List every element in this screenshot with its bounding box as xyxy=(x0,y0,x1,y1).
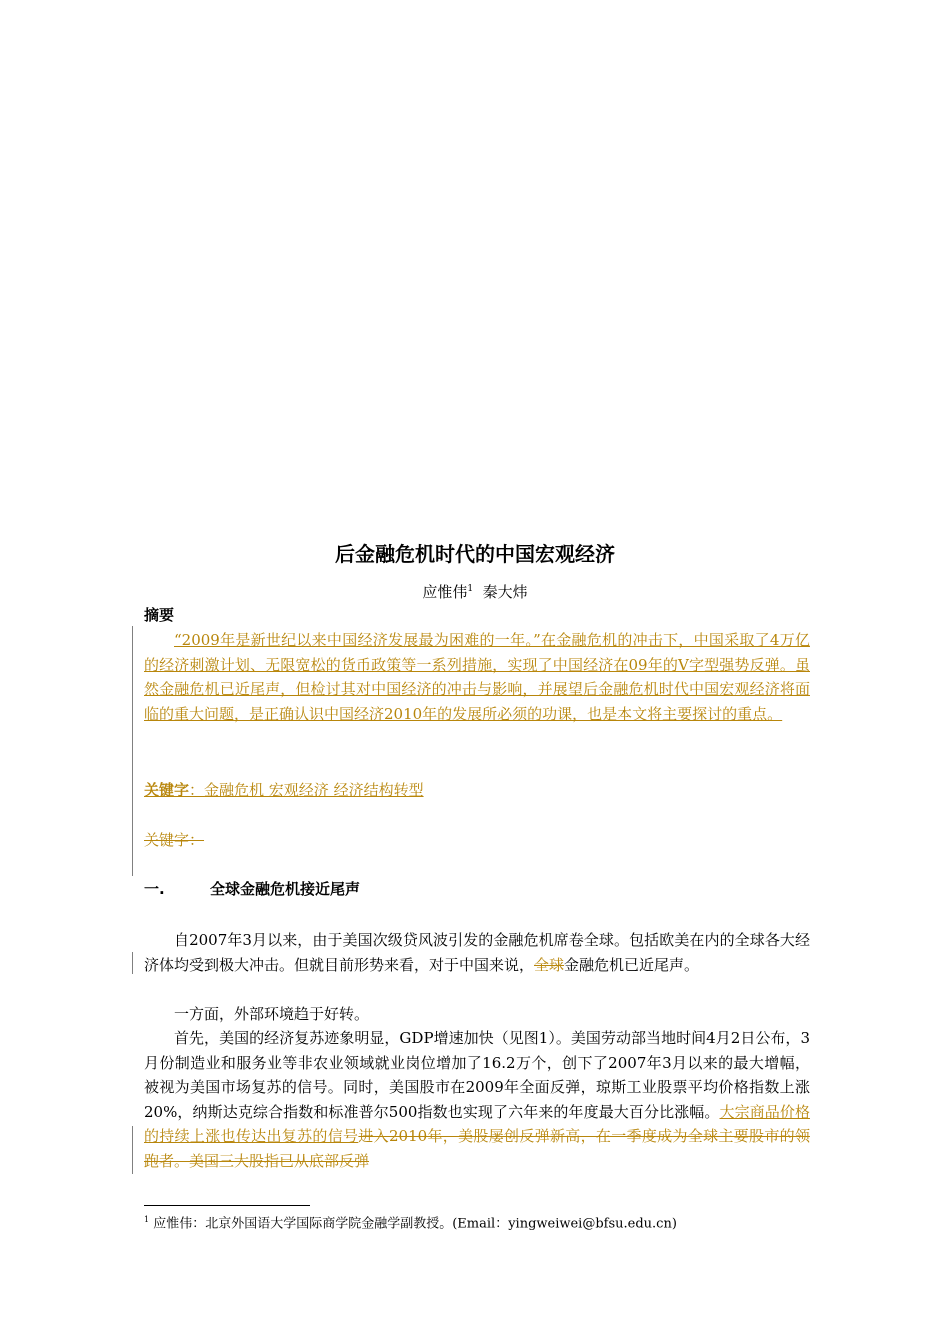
paragraph-text: 自2007年3月以来，由于美国次级贷风波引发的金融危机席卷全球。包括欧美在内的全球各大经济体均受到极大冲击。但就目前形势来看，对于中国来说， xyxy=(144,931,810,974)
section-1-paragraph-3 xyxy=(144,1026,810,1173)
paragraph-text: 首先，美国的经济复苏迹象明显，GDP增速加快（见图1）。美国劳动部当地时间4月2日公布，3月份制造业和服务业等非农业领域就业岗位增加了16.2万个，创下了2007年3月以来的最大增幅，被视为美国市场复苏的信号。同时，美国股市在2009年全面反弹，琼斯工业股票平均价格指数上涨20%，纳斯达克综合指数和标准普尔500指数也实现了六年来的年度最大百分比涨幅。 xyxy=(144,1029,810,1121)
inserted-abstract-text: “2009年是新世纪以来中国经济发展最为困难的一年。”在金融危机的冲击下，中国采取了4万亿的经济刺激计划、无限宽松的货币政策等一系列措施，实现了中国经济在09年的V字型强势反弹。虽然金融危机已近尾声，但检讨其对中国经济的冲击与影响，并展望后金融危机时代中国宏观经济将面临的重大问题，是正确认识中国经济2010年的发展所必须的功课，也是本文将主要探讨的重点。 xyxy=(144,631,810,723)
revision-change-bar xyxy=(132,626,133,876)
footnote-mark: 1 xyxy=(144,1215,150,1224)
footnote-text: 应惟伟：北京外国语大学国际商学院金融学副教授。(Email：yingweiwei@bfsu.edu.cn) xyxy=(153,1216,677,1232)
deleted-keywords-line xyxy=(144,828,810,853)
author-2: 秦大炜 xyxy=(482,583,528,601)
abstract-paragraph xyxy=(144,628,810,726)
revision-change-bar xyxy=(132,1126,133,1174)
section-1-paragraph-1 xyxy=(144,928,810,977)
deleted-keywords-label: 关键字： xyxy=(144,831,205,849)
keywords-list: 金融危机 宏观经济 经济结构转型 xyxy=(204,781,424,799)
section-number: 一. xyxy=(144,880,165,898)
author-line xyxy=(0,578,950,603)
revision-change-bar xyxy=(132,952,133,974)
footnote xyxy=(144,1210,677,1234)
inserted-text: 大宗商品价格的持续上涨也传达出复苏的信号 xyxy=(144,1102,810,1145)
document-title: 后金融危机时代的中国宏观经济 xyxy=(335,542,615,566)
keywords-label: 关键字 xyxy=(144,781,190,799)
deleted-text: 全球 xyxy=(534,955,565,974)
footnote-reference: 1 xyxy=(467,584,474,594)
footnote-separator xyxy=(144,1205,310,1206)
abstract-heading: 摘要 xyxy=(144,606,175,624)
keywords-separator: ： xyxy=(189,781,205,799)
section-1-heading xyxy=(144,878,360,900)
keywords-line xyxy=(144,778,810,803)
paragraph-text: 金融危机已近尾声。 xyxy=(564,955,700,974)
section-title: 全球金融危机接近尾声 xyxy=(210,880,361,898)
author-1: 应惟伟 xyxy=(422,583,468,601)
deleted-text: 进入2010年，美股屡创反弹新高，在一季度成为全球主要股市的领跑者。美国三大股指已从底部反弹 xyxy=(144,1127,810,1170)
section-1-paragraph-2: 一方面，外部环境趋于好转。 xyxy=(174,1005,370,1023)
